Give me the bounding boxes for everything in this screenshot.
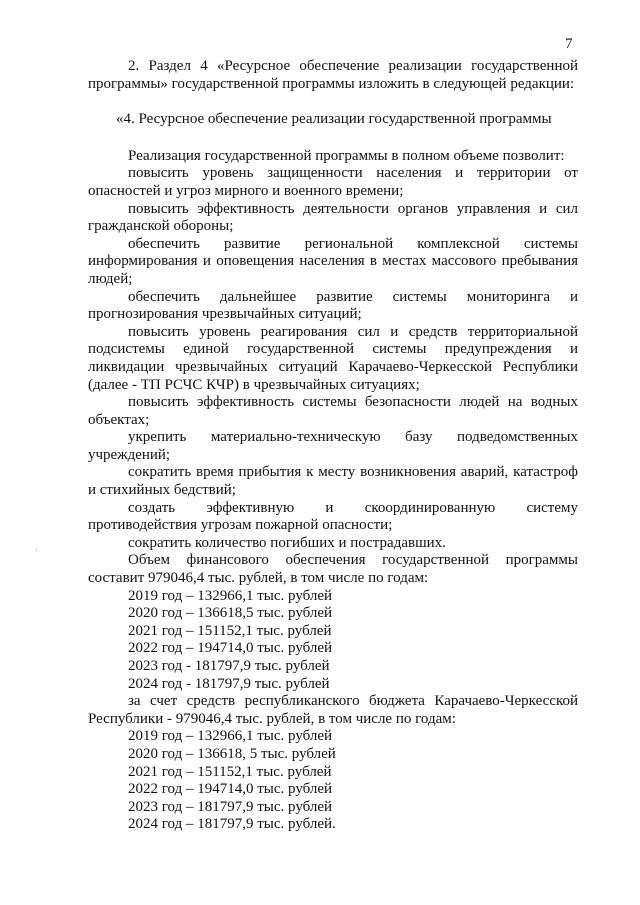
list-item: 2020 год – 136618, 5 тыс. рублей — [128, 745, 336, 762]
paragraph: повысить уровень реагирования сил и средств территориальной подсистемы единой государственной системы предупреждения и ликвидации чрезвычайных ситуаций Карачаево-Черкесской Республики (далее - ТП РСЧС КЧР) в чрезвычайных ситуациях; — [88, 323, 578, 393]
paragraph: создать эффективную и скоординированную систему противодействия угрозам пожарной опасности; — [88, 499, 578, 534]
list-item: 2022 год – 194714,0 тыс. рублей — [128, 781, 333, 798]
list-item: 2024 год – 181797,9 тыс. рублей. — [128, 816, 336, 833]
paragraph: укрепить материально-техническую базу подведомственных учреждений; — [88, 429, 578, 463]
section-heading: «4. Ресурсное обеспечение реализации государственной программы — [116, 111, 552, 128]
financing-total-years — [88, 588, 578, 694]
list-item: 2019 год – 132966,1 тыс. рублей — [128, 587, 333, 604]
list-item: 2020 год – 136618,5 тыс. рублей — [128, 605, 333, 622]
margin-mark — [36, 548, 37, 551]
intro-paragraph: 2. Раздел 4 «Ресурсное обеспечение реализации государственной программы» государственной программы изложить в следующей редакции: — [88, 58, 578, 92]
list-item: 2021 год – 151152,1 тыс. рублей — [128, 763, 332, 780]
list-item: 2022 год – 194714,0 тыс. рублей — [128, 640, 333, 657]
paragraph: сократить время прибытия к месту возникновения аварий, катастроф и стихийных бедствий; — [88, 464, 578, 499]
financing-total-paragraph: Объем финансового обеспечения государственной программы составит 979046,4 тыс. рублей, в том числе по годам: — [88, 552, 578, 587]
paragraph: повысить эффективность системы безопасности людей на водных объектах; — [88, 394, 578, 428]
paragraph: обеспечить дальнейшее развитие системы мониторинга и прогнозирования чрезвычайных ситуаций; — [88, 288, 578, 323]
list-item: 2019 год – 132966,1 тыс. рублей — [128, 728, 333, 745]
list-item: 2024 год - 181797,9 тыс. рублей — [128, 675, 330, 692]
paragraph: сократить количество погибших и пострадавших. — [128, 534, 446, 551]
financing-budget-years — [88, 728, 578, 834]
list-item: 2023 год - 181797,9 тыс. рублей — [128, 658, 330, 674]
paragraph: повысить уровень защищенности населения и территории от опасностей и угроз мирного и военного времени; — [88, 165, 578, 199]
list-item: 2023 год – 181797,9 тыс. рублей — [128, 798, 333, 815]
paragraph: Реализация государственной программы в полном объеме позволит: — [128, 147, 565, 164]
paragraph: обеспечить развитие региональной комплексной системы информирования и оповещения населения в местах массового пребывания людей; — [88, 235, 578, 287]
paragraph: повысить эффективность деятельности органов управления и сил гражданской обороны; — [88, 200, 578, 235]
financing-budget-paragraph: за счет средств республиканского бюджета Карачаево-Черкесской Республики - 979046,4 тыс. рублей, в том числе по годам: — [88, 693, 578, 727]
document-body — [88, 58, 578, 834]
list-item: 2021 год – 151152,1 тыс. рублей — [128, 622, 332, 639]
page-number: 7 — [565, 36, 573, 52]
